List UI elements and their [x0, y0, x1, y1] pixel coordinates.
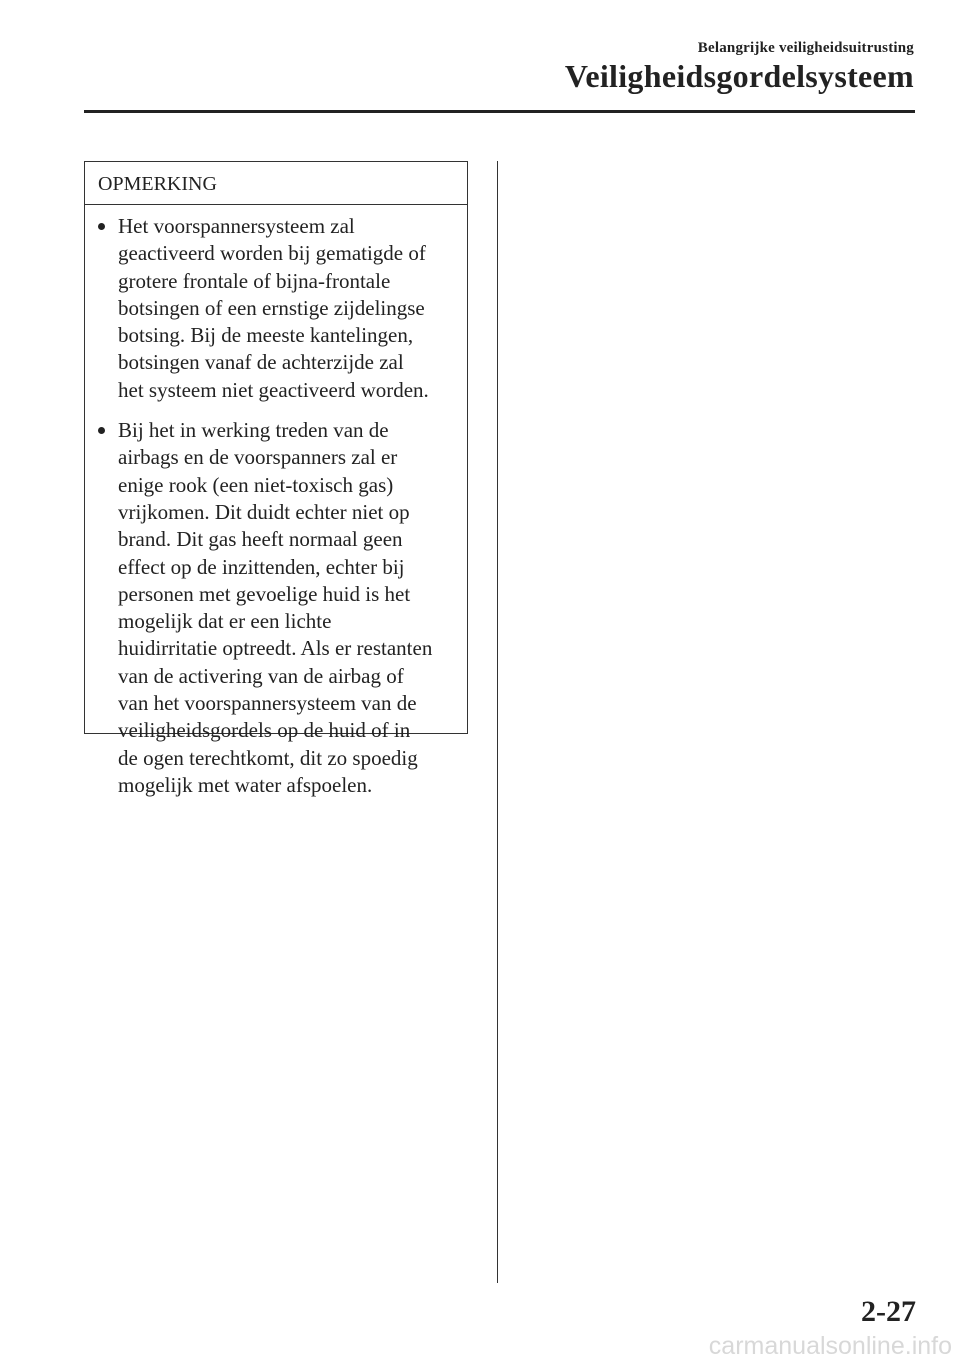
note-line: geactiveerd worden bij gematigde of	[118, 241, 426, 266]
note-line: effect op de inzittenden, echter bij	[118, 554, 405, 579]
note-line: botsingen vanaf de achterzijde zal	[118, 350, 404, 375]
note-line: mogelijk met water afspoelen.	[118, 772, 373, 797]
note-line: Bij het in werking treden van de	[118, 418, 389, 443]
section-label: Belangrijke veiligheidsuitrusting	[697, 40, 914, 56]
watermark: carmanualsonline.info	[708, 1332, 952, 1360]
note-line: airbags en de voorspanners zal er	[118, 445, 398, 470]
note-line: van het voorspannersysteem van de	[118, 691, 417, 716]
note-line: mogelijk dat er een lichte	[118, 609, 332, 634]
note-line: enige rook (een niet-toxisch gas)	[118, 472, 394, 497]
note-item	[85, 417, 467, 799]
note-line: huidirritatie optreedt. Als er restanten	[118, 636, 433, 661]
note-line: vrijkomen. Dit duidt echter niet op	[118, 499, 410, 524]
note-line: botsing. Bij de meeste kantelingen,	[118, 323, 414, 348]
note-title: OPMERKING	[85, 162, 467, 205]
page-title: Veiligheidsgordelsysteem	[564, 58, 914, 94]
note-line: het systeem niet geactiveerd worden.	[118, 377, 429, 402]
note-line: de ogen terechtkomt, dit zo spoedig	[118, 745, 418, 770]
note-line: veiligheidsgordels op de huid of in	[118, 718, 411, 743]
column-divider	[497, 161, 498, 1283]
note-line: van de activering van de airbag of	[118, 663, 404, 688]
note-line: botsingen of een ernstige zijdelingse	[118, 295, 425, 320]
bullet-icon	[98, 223, 105, 230]
note-bullet-list	[85, 213, 467, 799]
note-line: brand. Dit gas heeft normaal geen	[118, 527, 403, 552]
note-line: grotere frontale of bijna-frontale	[118, 268, 391, 293]
header-rule	[84, 110, 915, 113]
note-box	[84, 161, 468, 797]
page-number: 2-27	[861, 1295, 916, 1328]
note-item	[85, 213, 467, 404]
note-line: personen met gevoelige huid is het	[118, 581, 411, 606]
bullet-icon	[98, 427, 105, 434]
note-line: Het voorspannersysteem zal	[118, 214, 355, 238]
